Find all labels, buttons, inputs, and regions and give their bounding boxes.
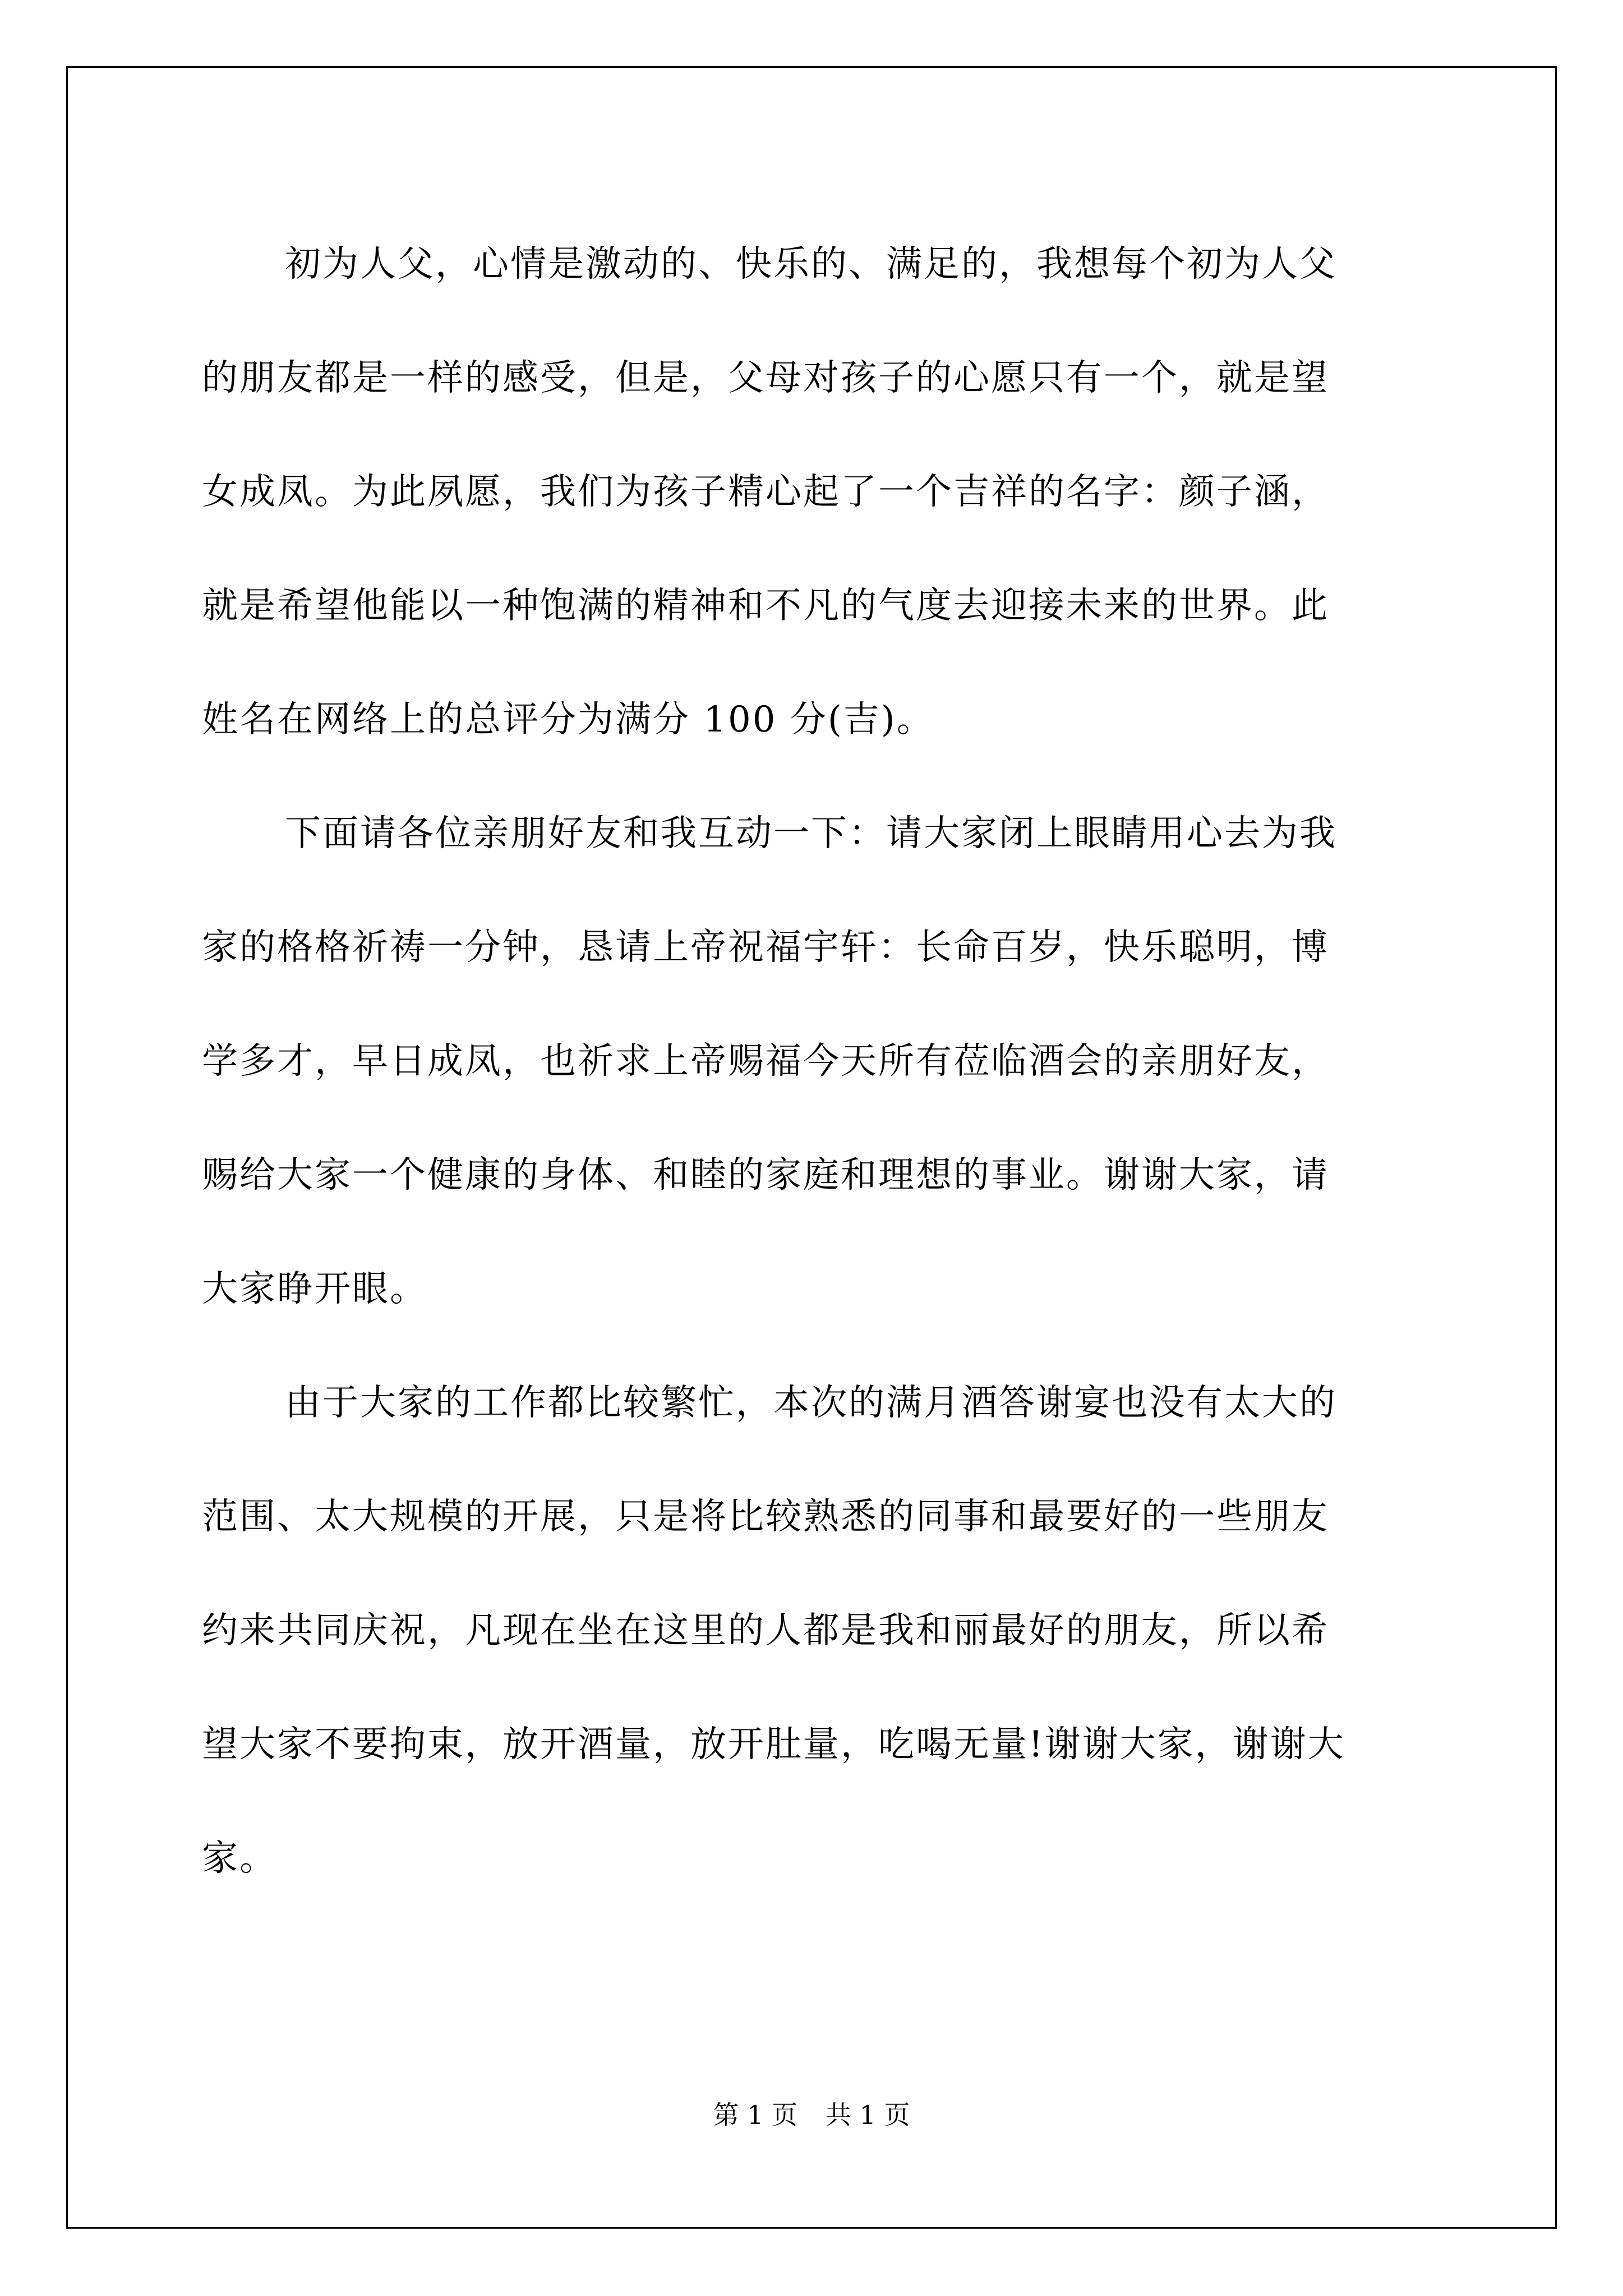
paragraph-1 xyxy=(202,208,1430,777)
text-line: 大家睁开眼。 xyxy=(202,1268,427,1310)
text-line: 赐给大家一个健康的身体、和睦的家庭和理想的事业。谢谢大家，请 xyxy=(202,1154,1329,1196)
text-line: 约来共同庆祝，凡现在坐在这里的人都是我和丽最好的朋友，所以希 xyxy=(202,1610,1329,1651)
text-line: 的朋友都是一样的感受，但是，父母对孩子的心愿只有一个，就是望 xyxy=(202,357,1329,399)
text-line: 由于大家的工作都比较繁忙，本次的满月酒答谢宴也没有太大的 xyxy=(285,1382,1337,1424)
text-line: 望大家不要拘束，放开酒量，放开肚量，吃喝无量!谢谢大家，谢谢大 xyxy=(202,1724,1345,1765)
text-line: 家。 xyxy=(202,1838,277,1879)
text-line: 初为人父，心情是激动的、快乐的、满足的，我想每个初为人父 xyxy=(285,243,1337,285)
text-line: 姓名在网络上的总评分为满分 100 分(吉)。 xyxy=(202,699,934,740)
text-line: 范围、太大规模的开展，只是将比较熟悉的同事和最要好的一些朋友 xyxy=(202,1496,1329,1538)
text-line: 家的格格祈祷一分钟，恳请上帝祝福宇轩：长命百岁，快乐聪明，博 xyxy=(202,927,1329,968)
page-number: 第 1 页 xyxy=(713,2100,797,2130)
paragraph-3 xyxy=(202,1346,1430,1916)
text-line: 下面请各位亲朋好友和我互动一下：请大家闭上眼睛用心去为我 xyxy=(285,813,1337,854)
page-count: 共 1 页 xyxy=(826,2100,910,2130)
text-line: 就是希望他能以一种饱满的精神和不凡的气度去迎接未来的世界。此 xyxy=(202,585,1329,627)
document-body xyxy=(202,208,1430,1916)
paragraph-2 xyxy=(202,777,1430,1346)
text-line: 学多才，早日成凤，也祈求上帝赐福今天所有莅临酒会的亲朋好友， xyxy=(202,1041,1329,1082)
page-footer xyxy=(0,2098,1623,2132)
text-line: 女成凤。为此夙愿，我们为孩子精心起了一个吉祥的名字：颜子涵， xyxy=(202,471,1329,513)
